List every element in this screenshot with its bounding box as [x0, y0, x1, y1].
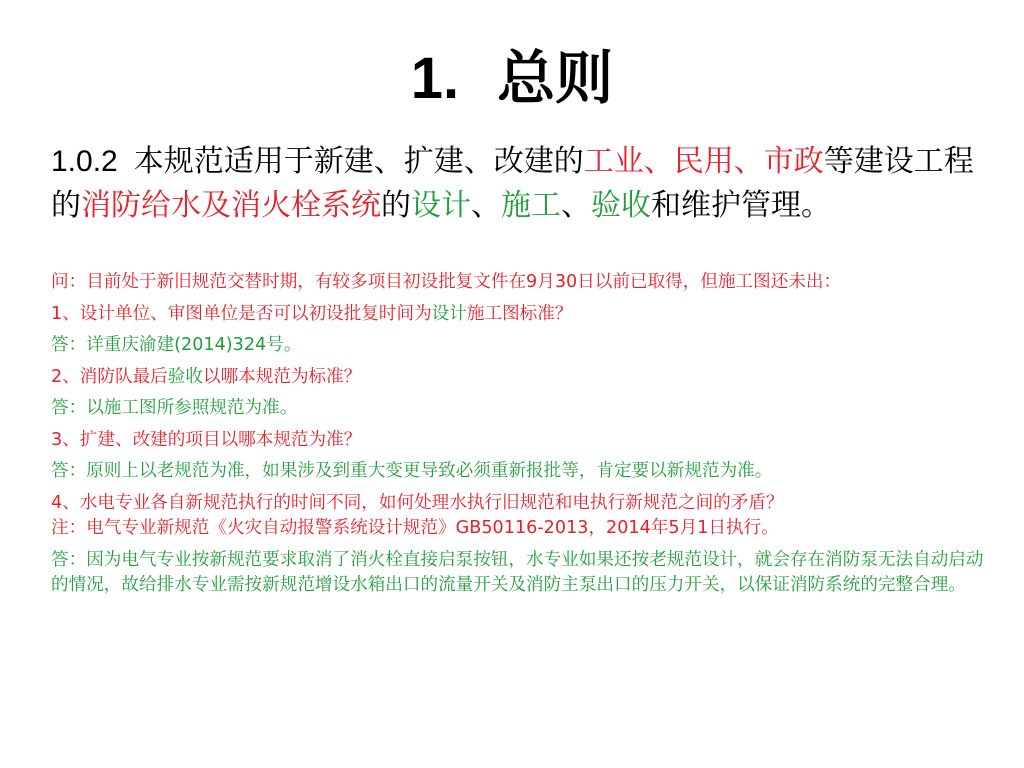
question-2-highlight: 验收 — [167, 366, 203, 387]
question-3: 3、扩建、改建的项目以哪本规范为准？ — [51, 429, 362, 450]
slide-title — [0, 40, 1024, 117]
article-segment: 工业、民用、市政 — [583, 144, 824, 179]
article-segment: 施工 — [501, 188, 561, 223]
article-segment: 验收 — [591, 188, 651, 223]
article-1-0-2 — [51, 140, 991, 228]
answer-2: 答：以施工图所参照规范为准。 — [51, 398, 298, 418]
answer-3: 答：原则上以老规范为准，如果涉及到重大变更导致必须重新报批等，肯定要以新规范为准。 — [51, 461, 773, 481]
question-2-text-end: 以哪本规范为标准？ — [202, 366, 362, 387]
note: 注：电气专业新规范《火灾自动报警系统设计规范》GB50116-2013，2014年5月1日执行。 — [51, 518, 779, 538]
article-segment: 设计 — [411, 188, 471, 223]
article-segment: 的 — [381, 188, 411, 223]
article-body — [51, 144, 974, 223]
article-segment: 消防给水及消火栓系统 — [81, 188, 381, 223]
question-1-text: 1、设计单位、审图单位是否可以初设批复时间为 — [51, 303, 432, 324]
article-segment: 等建设工程的 — [51, 144, 974, 223]
answer-4: 答：因为电气专业按新规范要求取消了消火栓直接启泵按钮，水专业如果还按老规范设计，就会存在消防泵无法自动启动的情况，故给排水专业需按新规范增设水箱出口的流量开关及消防主泵出口的压力开关，以保证消防系统的完整合理。 — [51, 549, 984, 595]
question-2-text: 2、消防队最后 — [51, 366, 168, 387]
article-segment: 本规范适用于新建、扩建、改建的 — [133, 144, 584, 179]
article-segment: 和维护管理。 — [651, 188, 831, 223]
qa-section — [51, 270, 1001, 599]
section-number: 1. — [410, 46, 460, 111]
question-2 — [51, 365, 1001, 391]
question-4: 4、水电专业各自新规范执行的时间不同，如何处理水执行旧规范和电执行新规范之间的矛盾？ — [51, 492, 784, 513]
question-1 — [51, 302, 1001, 328]
article-segment: 、 — [561, 188, 591, 223]
question-1-highlight: 设计 — [431, 303, 467, 324]
article-code: 1.0.2 — [51, 145, 118, 178]
answer-1: 答：详重庆渝建(2014)324号。 — [51, 335, 302, 355]
question-1-text-end: 施工图标准？ — [466, 303, 573, 324]
question-intro: 问：目前处于新旧规范交替时期，有较多项目初设批复文件在9月30日以前已取得，但施工图还未出： — [51, 272, 842, 292]
article-segment: 、 — [471, 188, 501, 223]
section-title: 总则 — [497, 44, 614, 112]
